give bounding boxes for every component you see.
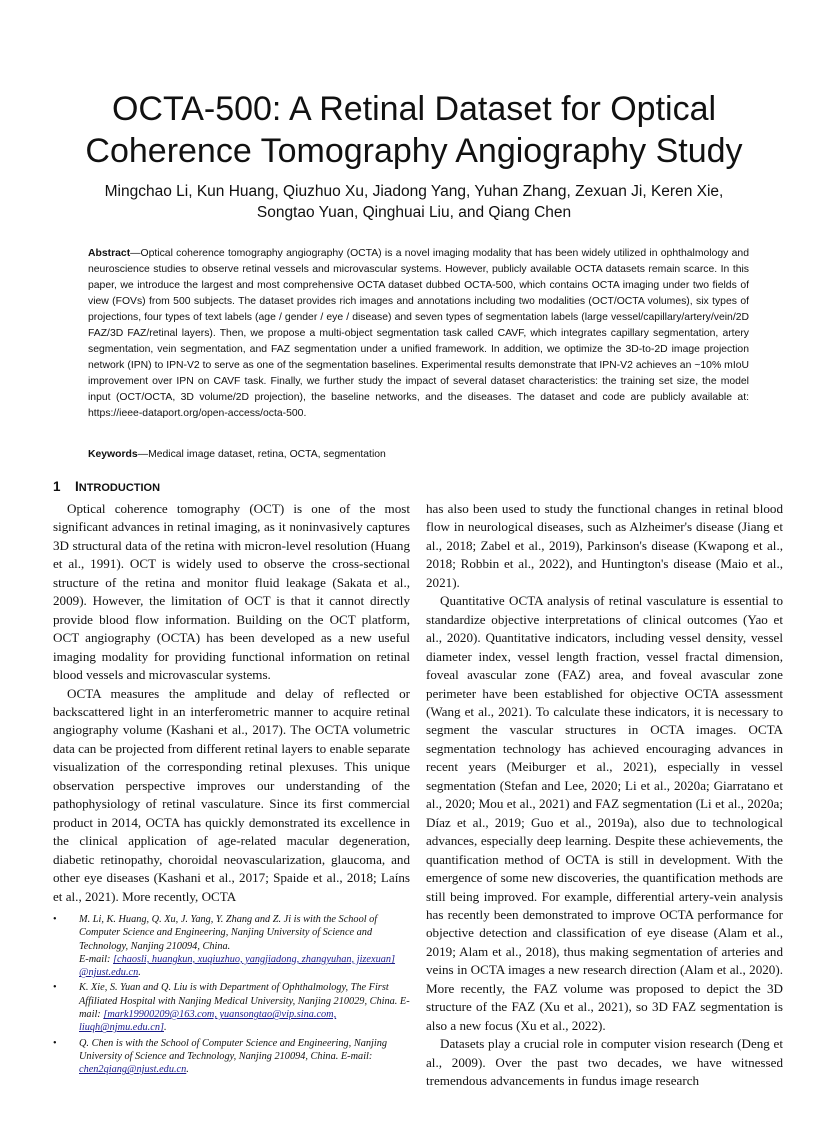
abstract [88, 246, 749, 422]
abstract-text: —Optical coherence tomography angiography (OCTA) is a novel imaging modality that has been widely utilized in ophthalmology and neuroscience studies to observe retinal vessels and microvascular systems. However, publicly available OCTA datasets remain scarce. In this paper, we introduce the largest and most comprehensive OCTA dataset dubbed OCTA-500, which contains OCTA imaging under two fields of view (FOVs) from 500 subjects. The dataset provides rich images and annotations including two modalities (OCT/OCTA volumes), six types of projections, four types of text labels (age / gender / eye / disease) and seven types of segmentation labels (large vessel/capillary/artery/vein/2D FAZ/3D FAZ/retinal layers). Then, we propose a multi-object segmentation task called CAVF, which integrates capillary segmentation, artery segmentation, vein segmentation, and FAZ segmentation under a unified framework. In addition, we optimize the 3D-to-2D image projection network (IPN) to IPN-V2 to serve as one of the segmentation baselines. Experimental results demonstrate that IPN-V2 achieves an ~10% mIoU improvement over IPN on CAVF task. Finally, we further study the impact of several dataset characteristics: the training set size, the model input (OCT/OCTA, 3D volume/2D projection), the baseline networks, and the diseases. The dataset and code are publicly available at: https://ieee-dataport.org/open-access/octa-500. [88, 248, 749, 419]
bullet-icon: • [53, 914, 57, 925]
body-paragraph: Datasets play a crucial role in computer vision research (Deng et al., 2009). Over the past two decades, we have witnessed tremendous advancements in fundus image research [426, 1036, 783, 1089]
footnote-item [53, 981, 413, 1034]
author-list [40, 181, 788, 223]
footnote-suffix: . [163, 1022, 167, 1034]
authors-line-1: Mingchao Li, Kun Huang, Qiuzhuo Xu, Jiadong Yang, Yuhan Zhang, Zexuan Ji, Keren Xie, [104, 183, 724, 200]
paper-title [40, 88, 788, 172]
footnote-text: M. Li, K. Huang, Q. Xu, J. Yang, Y. Zhang and Z. Ji is with the School of Computer Science and Engineering, Nanjing University of Science and Technology, Nanjing 210094, China. [79, 914, 378, 952]
section-title-initial: I [75, 479, 79, 494]
body-paragraph: Optical coherence tomography (OCT) is one of the most significant advances in retinal imaging, as it noninvasively captures 3D structural data of the retina with micron-level resolution (Huang et al., 1991). OCT is widely used to observe the cross-sectional structure of the retina and monitor fluid leakage (Sakata et al., 2009). However, the limitation of OCT is that it cannot directly provide blood flow information. Building on the OCT platform, OCT angiography (OCTA) has been developed as a new useful imaging modality for providing functional information on retinal blood vessels and microvascular systems. [53, 501, 410, 683]
right-column [426, 500, 783, 1091]
title-line-2: Coherence Tomography Angiography Study [85, 132, 743, 170]
keywords-text: —Medical image dataset, retina, OCTA, segmentation [137, 449, 386, 460]
footnote-text: K. Xie, S. Yuan and Q. Liu is with Department of Ophthalmology, The First Affiliated Hospital with Nanjing Medical University, Nanjing 210029, China. [79, 982, 398, 1007]
bullet-icon: • [53, 1037, 57, 1049]
left-column [53, 500, 410, 906]
section-title-rest: NTRODUCTION [78, 482, 161, 494]
affiliation-footnotes [53, 913, 413, 1079]
section-heading-introduction [53, 478, 160, 497]
bullet-icon: • [53, 982, 57, 994]
authors-line-2: Songtao Yuan, Qinghuai Liu, and Qiang Chen [256, 204, 572, 221]
section-number: 1 [53, 479, 61, 494]
email-link[interactable]: [mark19900209@163.com, yuansongtao@vip.sina.com, liuqh@njmu.edu.cn] [79, 1009, 337, 1034]
footnote-email-prefix: E-mail: [79, 953, 114, 965]
footnote-suffix: . [186, 1064, 189, 1076]
footnote-text: Q. Chen is with the School of Computer Science and Engineering, Nanjing University of Science and Technology, Nanjing 210094, China. [79, 1037, 388, 1062]
email-link[interactable]: chen2qiang@njust.edu.cn [79, 1064, 187, 1076]
abstract-label: Abstract [88, 248, 131, 259]
footnote-item [53, 913, 413, 979]
footnote-suffix: . [138, 967, 141, 979]
keywords [88, 447, 749, 463]
keywords-label: Keywords [88, 449, 138, 460]
email-link[interactable]: [chaosli, huangkun, xuqiuzhuo, yangjiadong, zhangyuhan, jizexuan] @njust.edu.cn [79, 953, 396, 979]
footnote-email-prefix: E-mail: [79, 995, 410, 1021]
title-line-1: OCTA-500: A Retinal Dataset for Optical [111, 90, 717, 128]
footnote-item [53, 1037, 413, 1077]
body-paragraph: has also been used to study the functional changes in retinal blood flow in neurological diseases, such as Alzheimer's disease (Jiang et al., 2018; Zabel et al., 2019), Parkinson's disease (Kwapong et al., 2018; Robbin et al., 2022), and Huntington's disease (Maio et al., 2021). [426, 501, 783, 590]
body-paragraph: OCTA measures the amplitude and delay of reflected or backscattered light in an interferometric manner to acquire retinal angiography volume (Kashani et al., 2017). The OCTA volumetric data can be projected from different retinal layers to enable separate visualization of the corresponding retinal plexuses. This unique observation perspective improves our understanding of the pathophysiology of retinal vasculature. Since its first commercial product in 2014, OCTA has quickly demonstrated its excellence in the clinical application of age-related macular degeneration, diabetic retinopathy, choroidal neovascularization, glaucoma, and other eye diseases (Kashani et al., 2017; Spaide et al., 2018; Laíns et al., 2021). More recently, OCTA [53, 685, 410, 904]
body-paragraph: Quantitative OCTA analysis of retinal vasculature is essential to standardize objective interpretations of clinical outcomes (Yao et al., 2020). Quantitative indicators, including vessel density, vessel diameter index, vessel length fraction, vessel fractal dimension, foveal avascular zone (FAZ) area, and foveal avascular zone perimeter have been established for objective OCTA assessment (Wang et al., 2021). To calculate these indicators, it is necessary to segment the vascular structures in OCTA images. OCTA segmentation technology has achieved encouraging advances in recent years (Meiburger et al., 2021), especially in vessel segmentation (Stefan and Lee, 2020; Li et al., 2020a; Giarratano et al., 2020; Mou et al., 2021) and FAZ segmentation (Li et al., 2020a; Díaz et al., 2019; Guo et al., 2019a), also due to technological advances, especially deep learning. Despite these achievements, the quantification method of OCTA is still in development. With the emergence of some new discoveries, the quantification methods are still being improved. For example, differential artery-vein analysis has recently been demonstrated to improve OCTA performance for objective detection and classification of eye disease (Alam et al., 2019; Alam et al., 2018), thus making segmentation of arteries and veins in OCTA images a new research direction (Alam et al., 2020). More recently, the FAZ volume was proposed to depict the 3D structure of the FAZ (Xu et al., 2021), so 3D FAZ segmentation is also a new focus (Xu et al., 2022). [426, 593, 783, 1033]
footnote-email-prefix: E-mail: [338, 1050, 373, 1062]
